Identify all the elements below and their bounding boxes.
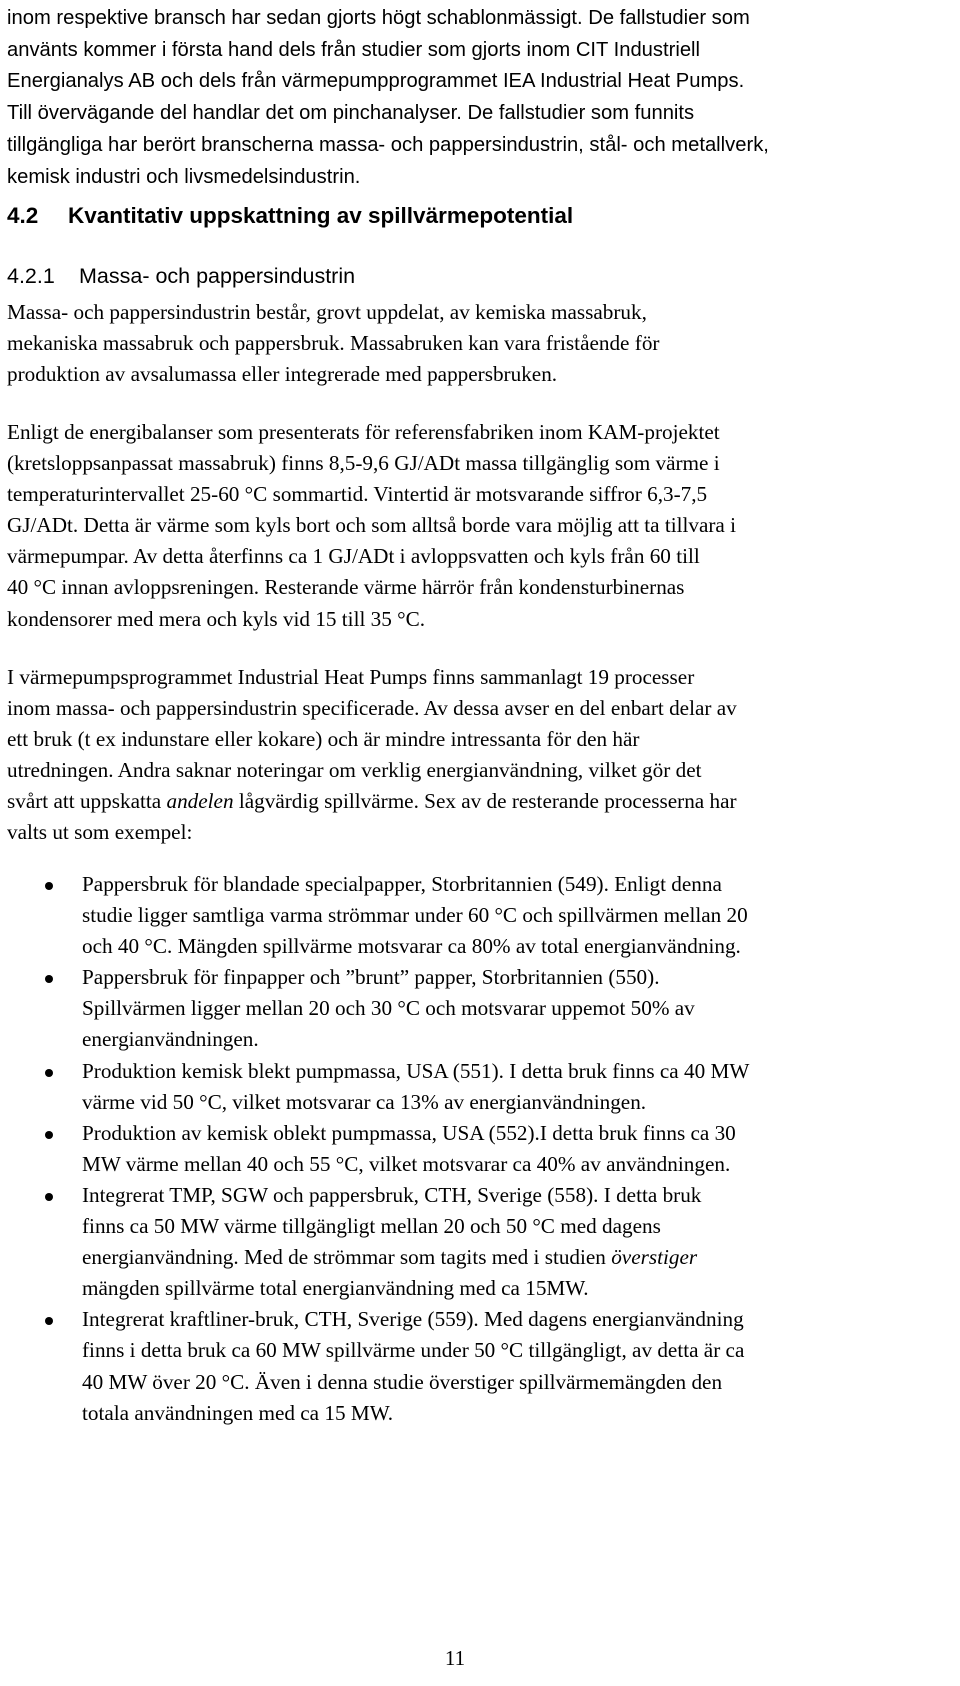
text-line: produktion av avsalumassa eller integrerade med pappersbruken. (7, 362, 558, 387)
list-item-text (82, 1118, 749, 1180)
text-line: Enligt de energibalanser som presenterats för referensfabriken inom KAM-projektet (7, 420, 720, 444)
list-item (7, 1056, 749, 1118)
subsection-number: 4.2.1 (7, 264, 55, 288)
text-line: Integrerat kraftliner-bruk, CTH, Sverige (559). Med dagens energianvändning (82, 1307, 744, 1332)
text-line: studie ligger samtliga varma strömmar under 60 °C och spillvärmen mellan 20 (82, 903, 748, 928)
text-line: 40 °C innan avloppsreningen. Resterande värme härrör från kondensturbinernas (7, 575, 685, 600)
text-line: Pappersbruk för blandade specialpapper, Storbritannien (549). Enligt denna (82, 872, 722, 896)
list-item-text (82, 1304, 749, 1428)
text-line: (kretsloppsanpassat massabruk) finns 8,5-9,6 GJ/ADt massa tillgänglig som värme i (7, 451, 720, 476)
bullet-icon (45, 1131, 53, 1139)
text-line: Energianalys AB och dels från värmepumpprogrammet IEA Industrial Heat Pumps. (7, 70, 745, 93)
text-line (82, 1242, 749, 1273)
text-line: Produktion kemisk blekt pumpmassa, USA (551). I detta bruk finns ca 40 MW (82, 1058, 750, 1083)
text-line: använts kommer i första hand dels från studier som gjorts inom CIT Industriell (7, 38, 701, 61)
emphasized-word: andelen (166, 789, 234, 814)
text-line: Massa- och pappersindustrin består, grovt uppdelat, av kemiska massabruk, (7, 300, 647, 324)
text-line: temperaturintervallet 25-60 °C sommartid. Vintertid är motsvarande siffror 6,3-7,5 (7, 482, 708, 507)
text-line: totala användningen med ca 15 MW. (82, 1400, 394, 1425)
list-item (7, 962, 749, 1055)
list-item-text (82, 1180, 749, 1304)
intro-paragraph (7, 3, 769, 193)
text-line: tillgängliga har berört branscherna massa- och pappersindustrin, stål- och metallverk, (7, 133, 769, 156)
page-number: 11 (444, 1646, 466, 1670)
text-line: finns i detta bruk ca 60 MW spillvärme under 50 °C tillgängligt, av detta är ca (82, 1338, 745, 1363)
list-item (7, 1180, 749, 1304)
paragraph-2 (7, 417, 736, 635)
bullet-icon (45, 1069, 53, 1077)
section-heading (7, 203, 573, 229)
text-line: kemisk industri och livsmedelsindustrin. (7, 165, 361, 188)
bullet-icon (45, 1317, 53, 1325)
text-line: mekaniska massabruk och pappersbruk. Massabruken kan vara fristående för (7, 331, 660, 356)
bullet-icon (45, 1193, 53, 1201)
example-list (7, 869, 749, 1429)
text-line: 40 MW över 20 °C. Även i denna studie överstiger spillvärmemängden den (82, 1369, 723, 1394)
text-line: värmepumpar. Av detta återfinns ca 1 GJ/ADt i avloppsvatten och kyls från 60 till (7, 544, 700, 569)
text-line: Produktion av kemisk oblekt pumpmassa, USA (552).I detta bruk finns ca 30 (82, 1120, 736, 1145)
text-line: I värmepumpsprogrammet Industrial Heat Pumps finns sammanlagt 19 processer (7, 665, 695, 689)
subsection-title: Massa- och pappersindustrin (79, 264, 356, 288)
bullet-icon (45, 882, 53, 890)
text-line: och 40 °C. Mängden spillvärme motsvarar ca 80% av total energianvändning. (82, 934, 741, 959)
text-line: valts ut som exempel: (7, 820, 193, 845)
text-line: Pappersbruk för finpapper och ”brunt” papper, Storbritannien (550). (82, 965, 660, 990)
paragraph-3 (7, 662, 737, 849)
text-line: Integrerat TMP, SGW och pappersbruk, CTH, Sverige (558). I detta bruk (82, 1182, 702, 1207)
section-number: 4.2 (7, 203, 39, 228)
text-run: svårt att uppskatta (7, 789, 167, 814)
text-line: Till övervägande del handlar det om pinchanalyser. De fallstudier som funnits (7, 102, 695, 125)
text-line: MW värme mellan 40 och 55 °C, vilket motsvarar ca 40% av användningen. (82, 1151, 731, 1176)
text-run: energianvändning. Med de strömmar som tagits med i studien (82, 1245, 612, 1270)
text-line (7, 786, 737, 817)
text-line: inom massa- och pappersindustrin specificerade. Av dessa avser en del enbart delar av (7, 696, 737, 721)
list-item (7, 869, 749, 962)
list-item-text (82, 1056, 749, 1118)
text-line: finns ca 50 MW värme tillgängligt mellan 20 och 50 °C med dagens (82, 1214, 661, 1239)
text-line: energianvändningen. (82, 1027, 259, 1052)
list-item (7, 1118, 749, 1180)
list-item-text (82, 869, 749, 962)
text-line: utredningen. Andra saknar noteringar om verklig energianvändning, vilket gör det (7, 758, 702, 783)
bullet-icon (45, 975, 53, 983)
list-item-text (82, 962, 749, 1055)
paragraph-1 (7, 297, 659, 390)
text-line: GJ/ADt. Detta är värme som kyls bort och som alltså borde vara möjlig att ta tillvara i (7, 513, 737, 538)
text-line: värme vid 50 °C, vilket motsvarar ca 13% av energianvändningen. (82, 1089, 647, 1114)
text-line: kondensorer med mera och kyls vid 15 till 35 °C. (7, 606, 426, 631)
list-item (7, 1304, 749, 1428)
document-page (7, 0, 955, 1686)
text-line: Spillvärmen ligger mellan 20 och 30 °C och motsvarar uppemot 50% av (82, 996, 695, 1021)
text-run: lågvärdig spillvärme. Sex av de resterande processerna har (233, 789, 737, 814)
text-line: inom respektive bransch har sedan gjorts högt schablonmässigt. De fallstudier som (7, 7, 750, 29)
emphasized-word: överstiger (611, 1245, 698, 1270)
text-line: ett bruk (t ex indunstare eller kokare) och är mindre intressanta för den här (7, 727, 640, 752)
text-line: mängden spillvärme total energianvändning med ca 15MW. (82, 1276, 589, 1301)
subsection-heading (7, 264, 355, 289)
section-title: Kvantitativ uppskattning av spillvärmepotential (68, 203, 574, 228)
